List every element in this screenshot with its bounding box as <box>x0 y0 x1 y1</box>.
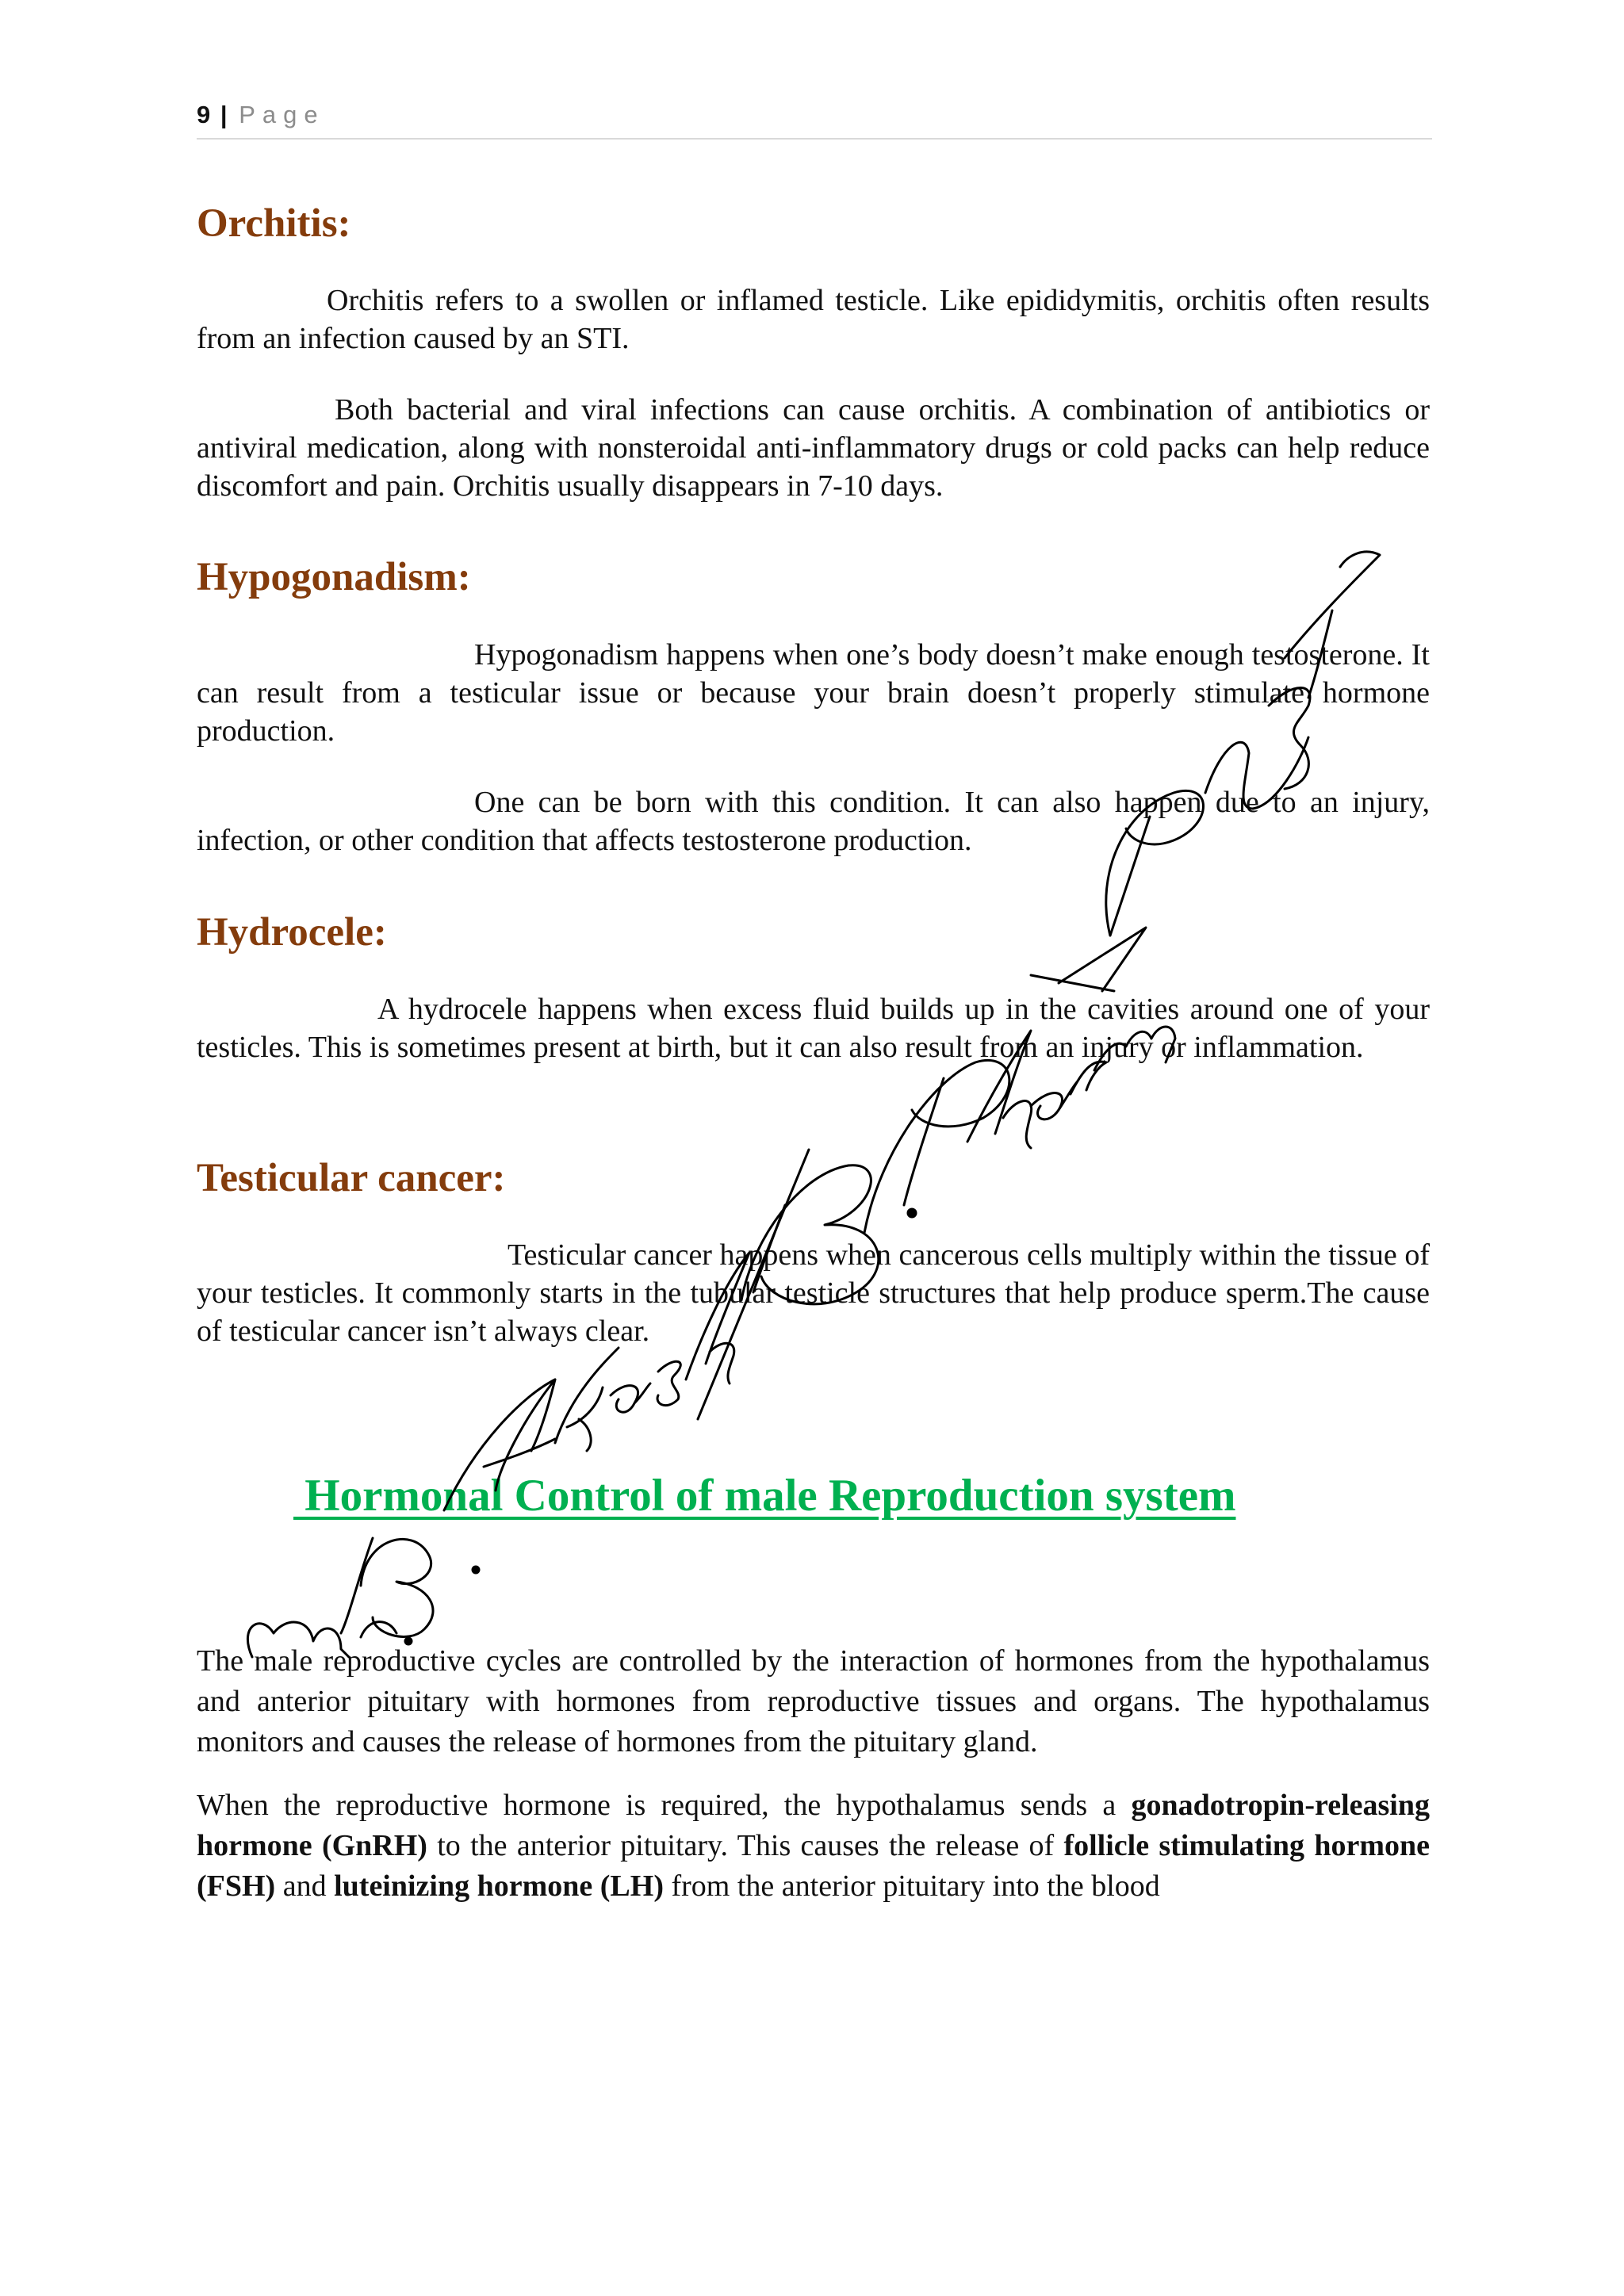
hormonal-p2-text-a: When the reproductive hormone is required, the hypothalamus sends a <box>197 1789 1132 1822</box>
page-separator: | <box>220 101 228 128</box>
hormonal-control-heading: Hormonal Control of male Reproduction system <box>293 1471 1236 1521</box>
hormonal-p2-text-e: and <box>275 1869 335 1903</box>
hormonal-p2-text-c: to the anterior pituitary. This causes the release of <box>427 1829 1064 1862</box>
term-gnrh: gonadotropin-releasing hormone (GnRH) <box>197 1789 1430 1862</box>
section-title-hypogonadism: Hypogonadism: <box>197 555 471 599</box>
hormonal-paragraph-2 <box>197 1785 1430 1907</box>
term-fsh: follicle stimulating hormone (FSH) <box>197 1829 1430 1903</box>
section-title-hydrocele: Hydrocele: <box>197 910 387 955</box>
page-number: 9 <box>197 101 211 128</box>
hormonal-paragraph-1: The male reproductive cycles are controlled by the interaction of hormones from the hypothalamus and anterior pituitary with hormones from reproductive tissues and organs. The hypothalamus monitors and causes the release of hormones from the pituitary gland. <box>197 1644 1430 1758</box>
orchitis-paragraph-2: Both bacterial and viral infections can cause orchitis. A combination of antibiotics or antiviral medication, along with nonsteroidal anti-inflammatory drugs or cold packs can help reduce discomfort and pain. Orchitis usually disappears in 7-10 days. <box>197 393 1430 503</box>
page-word: Page <box>239 101 325 128</box>
section-title-orchitis: Orchitis: <box>197 201 351 246</box>
hypogonadism-paragraph-2: One can be born with this condition. It can also happen due to an injury, infection, or other condition that affects testosterone production. <box>197 786 1430 857</box>
hypogonadism-paragraph-1: Hypogonadism happens when one’s body doesn’t make enough testosterone. It can result from a testicular issue or because your brain doesn’t properly stimulate hormone production. <box>197 638 1430 748</box>
hydrocele-paragraph-1: A hydrocele happens when excess fluid builds up in the cavities around one of your testicles. This is sometimes present at birth, but it can also result from an injury or inflammation. <box>197 993 1430 1064</box>
hormonal-p2-text-g: from the anterior pituitary into the blood <box>663 1869 1160 1903</box>
term-lh: luteinizing hormone (LH) <box>334 1869 664 1903</box>
section-title-testicular-cancer: Testicular cancer: <box>197 1156 506 1200</box>
testicular-cancer-paragraph-1: Testicular cancer happens when cancerous cells multiply within the tissue of your testicles. It commonly starts in the tubular testicle structures that help produce sperm.The cause of testicular cancer isn’t always clear. <box>197 1238 1430 1348</box>
orchitis-paragraph-1: Orchitis refers to a swollen or inflamed testicle. Like epididymitis, orchitis often results from an infection caused by an STI. <box>197 284 1430 355</box>
page-header <box>197 101 1432 140</box>
